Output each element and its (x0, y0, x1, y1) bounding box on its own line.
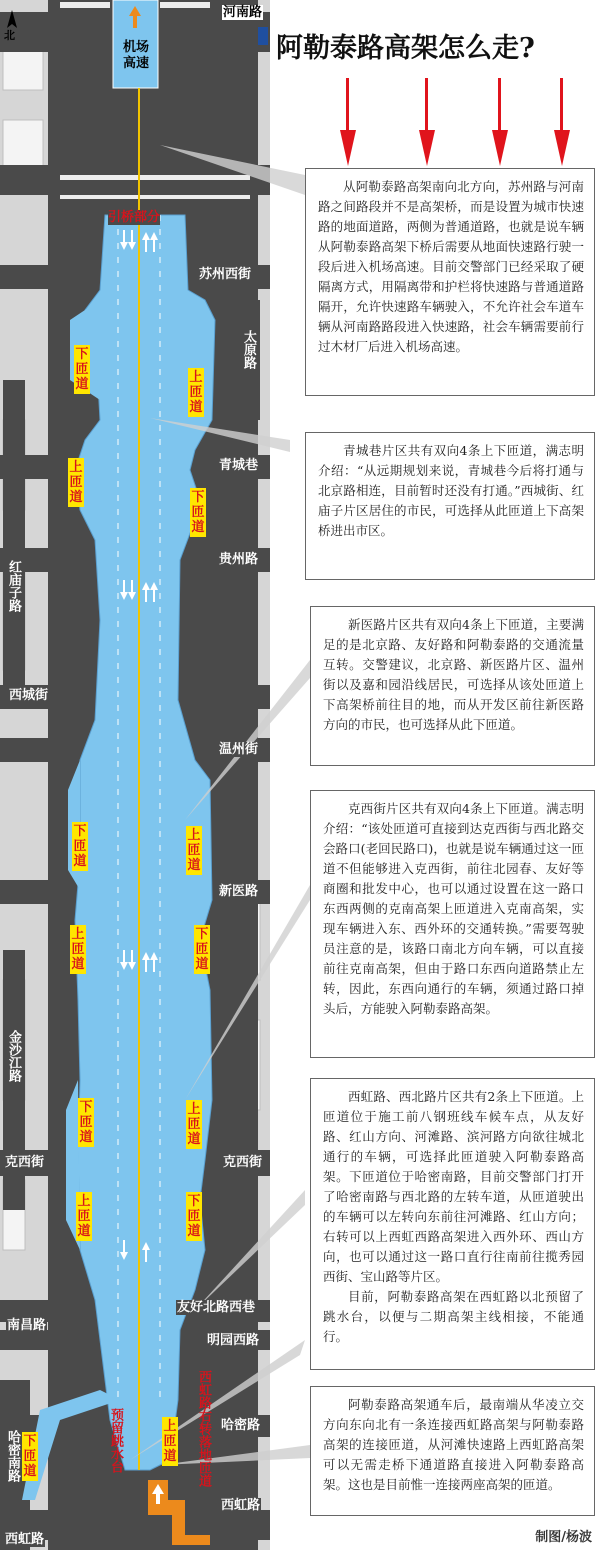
road-label-henan: 河南路 (223, 5, 263, 20)
reserved-platform-label: 预留跳水台 (108, 1408, 123, 1473)
callout-6-text: 阿勒泰路高架通车后，最南端从华凌立交方向东向北有一条连接西虹路高架与阿勒泰路高架的连接匝道，从河滩快速路上西虹路高架可以无需走桥下通道路直接进入阿勒泰路高架。这也是目前惟一连接两座高架的匝道。 (323, 1397, 584, 1492)
road-label-hami-left: 哈密南路 (5, 1430, 20, 1482)
ramp-up-7: 上匝道 (163, 1419, 177, 1464)
ramp-up-6: 上匝道 (77, 1194, 91, 1239)
ramp-up-1: 上匝道 (189, 370, 203, 415)
ramp-down-3: 下匝道 (73, 824, 87, 869)
north-label: 北 (4, 29, 15, 42)
ramp-up-2: 上匝道 (69, 460, 83, 505)
page-title: 阿勒泰路高架怎么走? (276, 33, 535, 64)
road-label-nanchang: 南昌路 (7, 1318, 47, 1333)
callout-5-text-2: 目前，阿勒泰路高架在西虹路以北预留了跳水台，以便与二期高架主线相接，不能通行。 (323, 1289, 584, 1344)
callout-2-text: 青城巷片区共有双向4条上下匝道，满志明介绍：“从远期规划来说，青城巷今后将打通与北京路相连，目前暂时还没有打通。”西城街、红庙子片区居住的市民，可选择从此匝道上下高架桥进出市区。 (318, 443, 584, 538)
callout-2 (305, 432, 595, 580)
ramp-down-1: 下匝道 (75, 347, 89, 392)
road-label-kexi-right: 克西街 (223, 1155, 263, 1170)
ramp-down-4: 下匝道 (195, 927, 209, 972)
callout-3-text: 新医路片区共有双向4条上下匝道，主要满足的是北京路、友好路和阿勒泰路的交通流量互转。交警建议，北京路、新医路片区、温州街以及嘉和园沿线居民，可选择从该处匝道上下高架桥前往目的地，而从开发区前往新医路方向的市民，也可选择从此下匝道。 (323, 617, 584, 732)
road-label-xihong-right: 西虹路 (221, 1498, 261, 1513)
ramp-up-3: 上匝道 (187, 828, 201, 873)
callout-3 (310, 606, 595, 766)
road-label-taiyuan: 太原路 (241, 330, 256, 369)
ramp-down-7: 下匝道 (23, 1434, 37, 1479)
airport-expressway-label: 机场高速 (122, 40, 149, 71)
road-label-qingcheng: 青城巷 (219, 458, 259, 473)
bridge-section-label: 引桥部分 (108, 210, 161, 225)
road-label-hongmiaozi: 红庙子路 (6, 560, 21, 612)
ramp-down-6: 下匝道 (187, 1194, 201, 1239)
road-label-xihong-bottom: 西虹路 (5, 1532, 45, 1547)
xihong-right-turn-ramp-label: 西虹路右转落地匝道 (196, 1370, 211, 1487)
ramp-up-4: 上匝道 (71, 927, 85, 972)
callout-5 (310, 1078, 595, 1370)
callout-5-text: 西虹路、西北路片区共有2条上下匝道。上匝道位于施工前八钢班线车候车点，从友好路、红山方向、河滩路、滨河路方向欲往城北通行的车辆，可选择此匝道驶入阿勒泰路高架。下匝道位于哈密南路，目前交警部门打开了哈密南路与西北路的左转车道，从匝道驶出的车辆可以左转向东前往河滩路、红山方向；右转可以上西虹西路高架进入西外环、西山方向，也可以通过这一路口直行往南前往揽秀园西街、宝山路等片区。 (323, 1089, 584, 1284)
road-label-wenzhou: 温州街 (219, 742, 259, 757)
road-label-xinyi: 新医路 (219, 884, 259, 899)
callout-4 (310, 790, 595, 1058)
road-label-kexi-left: 克西街 (5, 1155, 45, 1170)
road-label-jinshajiang: 金沙江路 (6, 1030, 21, 1082)
ramp-down-2: 下匝道 (191, 490, 205, 535)
road-label-guizhou: 贵州路 (219, 552, 259, 567)
callout-4-text: 克西街片区共有双向4条上下匝道。满志明介绍：“该处匝道可直接到达克西街与西北路交会路口(老回民路口)，也就是说车辆通过这一匝道不但能够进入克西街，前往北园春、友好等商圈和批发中心，也可以通过设置在这一路口东西两侧的克南高架上匝道进入克南高架，实现车辆进入东、西外环的交通转换。”需要驾驶员注意的是，该路口南北方向车辆，可以直接前往克南高架，但由于路口东西向道路禁止左转，因此，东西向通行的车辆，须通过路口掉头后，方能驶入阿勒泰路高架。 (323, 801, 584, 1016)
ramp-down-5: 下匝道 (79, 1100, 93, 1145)
road-label-mingyuan-west: 明园西路 (207, 1333, 260, 1348)
road-label-youhao-north: 友好北路西巷 (177, 1300, 256, 1315)
credit: 制图/杨波 (535, 1530, 592, 1545)
callout-1-text: 从阿勒泰路高架南向北方向，苏州路与河南路之间路段并不是高架桥，而是设置为城市快速路的地面道路，两侧为普通道路，也就是说车辆从阿勒泰路高架下桥后需要从地面快速路行驶一段后进入机场高速。目前交警部门已经采取了硬隔离方式，用隔离带和护栏将快速路与普通道路隔开，允许快速路车辆驶入，不允许社会车道车辆从河南路路段进入快速路，社会车辆需要前行过木材厂后进入机场高速。 (318, 179, 584, 354)
road-label-hami-right: 哈密路 (221, 1418, 261, 1433)
ramp-up-5: 上匝道 (187, 1102, 201, 1147)
callout-6 (310, 1386, 595, 1516)
road-label-xicheng: 西城街 (9, 688, 49, 703)
road-label-suzhou-west: 苏州西街 (199, 267, 252, 282)
callout-1 (305, 168, 595, 396)
